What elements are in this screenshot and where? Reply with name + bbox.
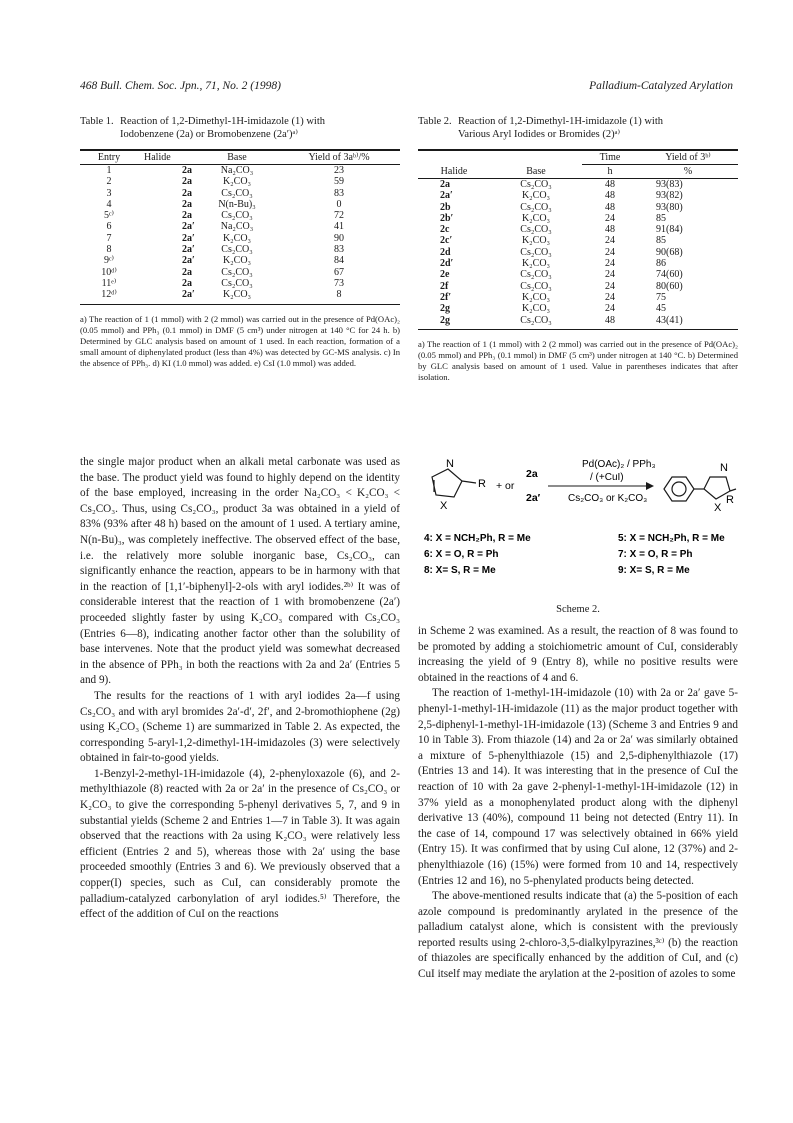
table1-cell: 2a [182,266,192,278]
table2-cell: 2g [440,314,450,326]
table2-cell: 75 [656,291,666,303]
table2-cell: 24 [605,235,615,247]
table1-row [80,244,400,255]
scheme-plus-or: + or [496,480,515,492]
table2-cell: 48 [605,224,615,236]
table1-cell: 2a′ [182,232,195,244]
table2-cell: 24 [605,291,615,303]
t2-header-base: Base [526,165,546,177]
table1-cell: 72 [334,210,344,222]
table2-cell: 24 [605,280,615,292]
left-paragraph-2: The results for the reactions of 1 with aryl iodides 2a—f using Cs₂CO₃ and with aryl bromides 2a′-d′, 2f′, and 2-bromothiophene (2g) using K₂CO₃ (Scheme 1) are summarized in Table 2. As expected, the corresponding 5-aryl-1,2-dimethyl-1H-imidazoles (3) were selectively obtained in fair-to-good yields. [80,689,400,765]
table2-cell: Cs₂CO₃ [520,179,552,190]
table1-cell: K₂CO₃ [222,176,252,188]
table2-footnote: a) The reaction of 1 (1 mmol) with 2 (2 mmol) was carried out in the presence of Pd(OAc)₂ (0.05 mmol) and PPh₃ (0.1 mmol) in DMF (5 cm³) under nitrogen at 140 °C. b) Determined by GLC analysis based on amount of 1 used. Value in parentheses indicates that after isolation. [418,338,738,382]
table1-cell: 83 [334,244,344,256]
running-header-right: Palladium-Catalyzed Arylation [589,80,733,92]
table1-cell: 7 [106,232,112,244]
table1-cell: Cs₂CO₃ [221,187,253,199]
table2-cell: 2b [440,201,451,213]
table2-cell: Cs₂CO₃ [520,269,552,281]
table1-cell: K₂CO₃ [222,255,252,267]
table1-row [80,278,400,289]
product-atom-n: N [720,462,728,474]
compound-7: 7: X = O, R = Ph [618,549,693,560]
table1-label: Table 1. [80,116,114,127]
table2-row [418,224,738,235]
table2-row [418,179,738,191]
table1-cell: 0 [336,198,342,210]
table1-cell: Na₂CO₃ [220,221,254,233]
table1-cell: 2 [106,176,112,188]
table1-cell: Cs₂CO₃ [221,244,253,256]
table2-row [418,258,738,269]
table1-row [80,188,400,199]
table1-row [80,221,400,232]
table2-cell: 2b′ [440,212,454,224]
table1-cell: 2a [182,210,192,222]
scheme2-drawing [418,455,738,603]
table1-body [80,165,400,301]
product-atom-r: R [726,494,734,506]
compound-5: 5: X = NCH₂Ph, R = Me [618,533,725,544]
table1-footnote: a) The reaction of 1 (1 mmol) with 2 (2 mmol) was carried out in the presence of Pd(OAc)₂ (0.05 mmol) and PPh₃ (0.1 mmol) in DMF (5 cm³) under nitrogen at 140 °C for 24 h. b) Determined by GLC analysis based on amount of 1 used. In each reaction, formation of a small amount of diphenylated product (less than 4%) was detected by GC-MS analysis. c) In the absence of PPh₃. d) KI (1.0 mmol) was added. e) CsI (1.0 mmol) was added. [80,313,400,368]
table1-cell: N(n-Bu)₃ [218,198,256,210]
table1-cell: 2a′ [182,244,195,256]
t2-header-h: h [607,166,613,177]
t1-header-halide: Halide [144,152,171,163]
right-paragraph-2: The reaction of 1-methyl-1H-imidazole (10) with 2a or 2a′ gave 5-phenyl-1-methyl-1H-imidazole (11) as the major product together with 2,5-diphenyl-1-methyl-1H-imidazole (13) (Scheme 3 and Entries 9 and 10 in Table 3). From thiazole (14) and 2a or 2a′ was similarly obtained a mixture of 5-phenylthiazole (15) and 2,5-diphenylthiazole (17) (Entries 13 and 14). It was interesting that in the presence of CuI the reaction of 10 with 2a gave 2-phenyl-1-methyl-1H-imidazole (12) in 37% yield as a monophenylated product along with the diphenyl derivative 13 (40%), compound 11 being not detected (Entry 11). In the case of 14, compound 17 was selectively obtained in 66% yield (Entry 15). It was confirmed that by using CuI alone, 12 (37%) and 2-phenylthiazole (16) (15%) were formed from 10 and 14, respectively (Entries 12 and 16), no 5-phenylated products being detected. [418,687,738,887]
table1-cell: 8 [336,289,342,301]
table1-cell: 3 [106,187,112,199]
table1-cell: 23 [334,165,344,176]
table1-cell: 2a [182,187,192,199]
scheme-2a-prime: 2a′ [526,492,541,504]
table1-cell: Na₂CO₃ [220,165,254,176]
left-column-text [80,455,400,923]
table1-row [80,267,400,278]
table2-cell: 85 [656,212,666,224]
table2-row [418,292,738,303]
left-paragraph-3: 1-Benzyl-2-methyl-1H-imidazole (4), 2-phenyloxazole (6), and 2-methylthiazole (8) reacted with 2a or 2a′ in the presence of Cs₂CO₃ or K₂CO₃ to give the corresponding 5-phenyl derivatives 5, 7, and 9 in substantial yields (Scheme 2 and Entries 1—7 in Table 3). It was again observed that the reactions with 2a using K₂CO₃ were relatively less efficient (Entries 2 and 5), whereas those with 2a′ using the base proceeded smoothly (Entries 3 and 6). We previously observed that a copper(I) species, such as CuI, can considerably promote the palladium-catalyzed carbonylation of aryl iodides.⁵⁾ Therefore, the effect of the addition of CuI on the reactions [80,767,400,921]
table2-cell: K₂CO₃ [521,235,551,247]
table2-row [418,213,738,224]
table1-cell: 67 [334,266,344,278]
table1-cell: 10ᵈ⁾ [101,266,117,278]
phenyl-product-ring [664,477,704,501]
t2-header-halide: Halide [440,165,468,177]
table1-row [80,289,400,300]
reactant-atom-r: R [478,478,486,490]
table2-cell: 2c [440,224,450,236]
running-header-left: 468 Bull. Chem. Soc. Jpn., 71, No. 2 (1998) [80,80,281,92]
scheme2-caption: Scheme 2. [556,604,600,615]
azole-reactant-ring [432,469,476,497]
table2-cell: 2e [440,269,450,281]
table2-cell: 48 [605,179,615,190]
scheme2 [418,455,738,615]
table2-cell: K₂CO₃ [521,291,551,303]
table2-cell: Cs₂CO₃ [520,246,552,258]
table1-cell: K₂CO₃ [222,289,252,301]
t1-header-base: Base [227,152,247,163]
reactant-atom-x: X [440,500,448,512]
table2-cell: 93(82) [656,190,683,202]
table1 [80,149,400,301]
table2-cell: 2f′ [440,291,452,303]
table1-cell: 5ᶜ⁾ [103,210,114,222]
table1-cell: K₂CO₃ [222,232,252,244]
table2-row [418,315,738,326]
table1-cell: 9ᶜ⁾ [103,255,114,267]
table1-cell: 11ᵉ⁾ [101,277,117,289]
table1-cell: 73 [334,277,344,289]
table2-row [418,269,738,280]
table1-cell: 2a [182,277,192,289]
table2-cell: K₂CO₃ [521,258,551,270]
table2-cell: 45 [656,303,666,315]
t2-header-yield: Yield of 3ᵇ⁾ [638,150,738,165]
table2 [418,149,738,326]
table2-cell: Cs₂CO₃ [520,314,552,326]
table2-cell: K₂CO₃ [521,190,551,202]
table1-caption: Table 1. Reaction of 1,2-Dimethyl-1H-imidazole (1) with Iodobenzene (2a) or Bromobenzene (2a′)ᵃ⁾ [80,116,325,140]
table2-cell: Cs₂CO₃ [520,201,552,213]
table2-row [418,303,738,314]
table2-cell: K₂CO₃ [521,303,551,315]
table2-cell: 48 [605,314,615,326]
table2-cell: 93(83) [656,179,683,190]
t2-header-percent: % [683,166,693,177]
table1-cell: 1 [106,165,112,176]
table1-cell: 2a [182,165,192,176]
table2-row [418,247,738,258]
table2-caption: Table 2. Reaction of 1,2-Dimethyl-1H-imidazole (1) with Various Aryl Iodides or Bromides (2)ᵃ⁾ [418,116,663,140]
left-paragraph-1: the single major product when an alkali metal carbonate was used as the base. The product yield was found to highly depend on the identity of the base employed, increasing in the order Na₂CO₃ < K₂CO₃ < Cs₂CO₃. Thus, using Cs₂CO₃, product 3a was obtained in a yield of 83% (93% after 48 h) based on the amount of 1 used. A tertiary amine, N(n-Bu)₃, was completely ineffective. The observed effect of the base, i.e. the relatively more soluble inorganic base, Cs₂CO₃, can significantly enhance the reaction, appears to be in harmony with that in the reaction of [1,1′-biphenyl]-2-ols with aryl iodides.²ᵇ⁾ It was of considerable interest that the reaction of 1 with bromobenzene (2a′) proceeded slightly faster by using K₂CO₃ compared with Cs₂CO₃ (Entries 6—8), indicating another factor other than the solubility of base intervenes. Note that the product yield was somewhat decreased in the absence of PPh₃ in both the reactions with 2a and 2a′ (Entries 5 and 9). [80,456,400,687]
table1-cell: 8 [106,244,112,256]
table1-cell: 90 [334,232,344,244]
table1-cell: 41 [334,221,344,233]
product-atom-x: X [714,502,722,514]
table2-cell: 2f [440,280,449,292]
table1-cell: Cs₂CO₃ [221,277,253,289]
table1-cell: 2a′ [182,221,195,233]
table2-cell: 48 [605,201,615,213]
table2-cell: 93(80) [656,201,683,213]
table1-cell: 6 [106,221,112,233]
right-compound-list [618,533,725,576]
table1-cell: 12ᵈ⁾ [101,289,117,301]
reaction-arrow [548,482,654,490]
table2-cell: Cs₂CO₃ [520,280,552,292]
table1-cell: 59 [334,176,344,188]
table2-cell: 2d′ [440,258,454,270]
compound-8: 8: X= S, R = Me [424,565,496,576]
table2-cell: 24 [605,246,615,258]
t1-header-yield: Yield of 3aᵇ⁾/% [308,152,370,163]
compound-6: 6: X = O, R = Ph [424,549,499,560]
table2-row [418,202,738,213]
table1-cell: 84 [334,255,344,267]
reactant-atom-n: N [446,458,454,470]
table2-cell: 2d [440,246,451,258]
table2-cell: 2a [440,179,450,190]
table1-cell: Cs₂CO₃ [221,210,253,222]
table1-cell: 2a′ [182,289,195,301]
left-compound-list [424,533,531,576]
table1-row [80,255,400,266]
table2-cell: 24 [605,258,615,270]
table2-cell: 24 [605,212,615,224]
compound-9: 9: X= S, R = Me [618,565,690,576]
table2-body [418,179,738,326]
table2-cell: 86 [656,258,666,270]
table1-block [80,115,400,369]
reagent-bottom: Cs₂CO₃ or K₂CO₃ [568,493,648,504]
table1-row [80,165,400,177]
right-paragraph-3: The above-mentioned results indicate that (a) the 5-position of each azole compound is predominantly arylated in the presence of the palladium catalyst alone, which is consistent with the previously reported results using 2-chloro-3,5-dialkylpyrazines,³ᶜ⁾ (b) the reaction of thiazoles are specifically enhanced by the addition of CuI, and (c) CuI itself may mediate the arylation at the 2-position of azoles to some [418,890,738,981]
table1-row [80,199,400,210]
table2-row [418,235,738,246]
table2-cell: 48 [605,190,615,202]
table2-cell: K₂CO₃ [521,212,551,224]
table2-cell: Cs₂CO₃ [520,224,552,236]
table1-cell: 2a′ [182,255,195,267]
table1-cell: 2a [182,198,192,210]
table2-cell: 91(84) [656,224,683,236]
table1-cell: 4 [106,198,112,210]
scheme-2a: 2a [526,468,538,480]
table2-cell: 24 [605,303,615,315]
compound-4: 4: X = NCH₂Ph, R = Me [424,533,531,544]
table2-row [418,281,738,292]
table2-cell: 90(68) [656,246,683,258]
table2-cell: 2g [440,303,450,315]
table2-cell: 85 [656,235,666,247]
table2-cell: 74(60) [656,269,683,281]
reagent-top: Pd(OAc)₂ / PPh₃ [582,459,656,470]
right-column-text [418,624,738,983]
table2-cell: 43(41) [656,314,683,326]
table1-row [80,176,400,187]
reagent-mid: / (+CuI) [590,472,624,483]
table2-cell: 2c′ [440,235,453,247]
t1-header-entry: Entry [97,152,121,163]
table2-row [418,190,738,201]
right-paragraph-1: in Scheme 2 was examined. As a result, the reaction of 8 was found to be promoted by adding a stoichiometric amount of CuI, considerably increasing the yield of 9 (Entry 8), while no positive results were obtained in the reactions of 4 and 6. [418,625,738,684]
table2-cell: 2a′ [440,190,453,202]
table1-row [80,210,400,221]
t2-header-time: Time [582,150,638,165]
table1-cell: 83 [334,187,344,199]
table2-cell: 80(60) [656,280,683,292]
table2-label: Table 2. [418,116,452,127]
table1-cell: 2a [182,176,192,188]
table1-cell: Cs₂CO₃ [221,266,253,278]
table1-row [80,233,400,244]
table2-cell: 24 [605,269,615,281]
table2-block [418,115,738,383]
